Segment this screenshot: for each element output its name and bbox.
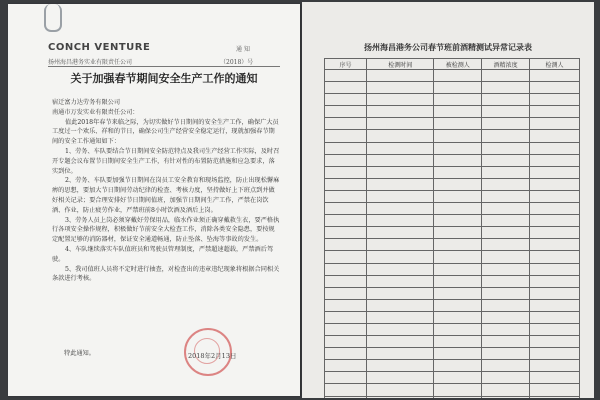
table-cell: [434, 239, 482, 251]
table-cell: [530, 70, 580, 82]
table-row: [325, 372, 580, 384]
table-cell: [530, 372, 580, 384]
table-cell: [434, 372, 482, 384]
table-cell: [325, 348, 367, 360]
table-row: [325, 178, 580, 190]
table-cell: [482, 178, 530, 190]
table-cell: [367, 311, 434, 323]
table-cell: [434, 348, 482, 360]
table-cell: [482, 311, 530, 323]
table-row: [325, 118, 580, 130]
table-cell: [482, 166, 530, 178]
table-cell: [434, 215, 482, 227]
table-cell: [367, 70, 434, 82]
table-cell: [367, 360, 434, 372]
table-cell: [434, 166, 482, 178]
table-cell: [434, 384, 482, 396]
table-cell: [530, 190, 580, 202]
table-cell: [434, 142, 482, 154]
table-cell: [482, 203, 530, 215]
addressee: 宿迁富力达劳务有限公司: [52, 99, 121, 106]
table-cell: [530, 130, 580, 142]
table-cell: [530, 263, 580, 275]
table-cell: [482, 239, 530, 251]
table-cell: [530, 348, 580, 360]
table-cell: [325, 396, 367, 398]
header-seq: 序号: [325, 59, 367, 70]
notice-body: [52, 98, 280, 284]
table-cell: [325, 275, 367, 287]
table-cell: [367, 384, 434, 396]
header-divider: [48, 66, 280, 67]
notice-page: [8, 4, 300, 396]
table-row: [325, 287, 580, 299]
table-row: [325, 94, 580, 106]
table-cell: [367, 142, 434, 154]
table-cell: [482, 94, 530, 106]
table-cell: [325, 360, 367, 372]
table-cell: [325, 384, 367, 396]
table-cell: [482, 118, 530, 130]
table-cell: [434, 82, 482, 94]
table-cell: [325, 178, 367, 190]
table-cell: [325, 190, 367, 202]
paragraph: 5、我司值班人员将不定时进行抽查，对检查出的违章违纪现象将根据合同相关条款进行考核。: [52, 265, 280, 283]
paragraph: 1、劳务、车队要结合节日期间安全防范特点及我司生产经营工作实际，及时召开专题会议布置节日期间安全生产工作，有针对性的布置防范措施和应急要求，落实到位。: [52, 147, 280, 175]
table-cell: [367, 118, 434, 130]
table-cell: [367, 275, 434, 287]
table-cell: [367, 348, 434, 360]
table-cell: [434, 203, 482, 215]
table-cell: [482, 106, 530, 118]
table-cell: [325, 106, 367, 118]
table-row: [325, 323, 580, 335]
table-cell: [482, 154, 530, 166]
table-cell: [434, 275, 482, 287]
form-title: 扬州海昌港务公司春节班前酒精测试异常记录表: [364, 42, 532, 52]
table-cell: [325, 94, 367, 106]
table-header-row: [325, 59, 580, 70]
table-cell: [530, 287, 580, 299]
table-row: [325, 130, 580, 142]
table-cell: [367, 336, 434, 348]
table-cell: [367, 396, 434, 398]
paper-clip-icon: [44, 4, 62, 32]
table-cell: [434, 311, 482, 323]
table-cell: [482, 142, 530, 154]
table-cell: [482, 251, 530, 263]
table-cell: [367, 94, 434, 106]
table-cell: [325, 70, 367, 82]
table-cell: [325, 251, 367, 263]
table-cell: [482, 263, 530, 275]
table-cell: [325, 166, 367, 178]
table-cell: [530, 336, 580, 348]
table-cell: [530, 251, 580, 263]
record-form-page: [302, 2, 594, 398]
paragraph: 4、车队继续落实车队值班员和驾驶员管理制度，严禁超速超载，严禁酒后驾驶。: [52, 245, 274, 263]
table-cell: [482, 190, 530, 202]
table-cell: [530, 227, 580, 239]
table-cell: [367, 106, 434, 118]
table-cell: [434, 227, 482, 239]
table-row: [325, 396, 580, 398]
table-cell: [434, 396, 482, 398]
table-cell: [482, 287, 530, 299]
record-table: [324, 58, 580, 398]
table-cell: [434, 130, 482, 142]
table-row: [325, 275, 580, 287]
table-row: [325, 227, 580, 239]
table-cell: [325, 372, 367, 384]
table-cell: [482, 275, 530, 287]
table-cell: [482, 130, 530, 142]
table-row: [325, 106, 580, 118]
table-cell: [367, 178, 434, 190]
table-cell: [367, 227, 434, 239]
table-cell: [530, 396, 580, 398]
closing-line: 特此通知。: [64, 350, 95, 357]
table-cell: [367, 154, 434, 166]
table-row: [325, 251, 580, 263]
table-cell: [434, 106, 482, 118]
table-row: [325, 154, 580, 166]
table-cell: [434, 336, 482, 348]
table-cell: [367, 251, 434, 263]
table-cell: [367, 287, 434, 299]
table-cell: [367, 323, 434, 335]
table-cell: [482, 336, 530, 348]
table-cell: [325, 323, 367, 335]
table-cell: [530, 106, 580, 118]
table-cell: [530, 166, 580, 178]
table-cell: [530, 203, 580, 215]
table-cell: [367, 372, 434, 384]
table-cell: [325, 287, 367, 299]
table-cell: [367, 190, 434, 202]
table-cell: [530, 142, 580, 154]
table-cell: [325, 142, 367, 154]
table-cell: [325, 82, 367, 94]
table-cell: [530, 82, 580, 94]
table-row: [325, 203, 580, 215]
table-cell: [530, 239, 580, 251]
table-cell: [367, 263, 434, 275]
table-row: [325, 263, 580, 275]
table-cell: [367, 203, 434, 215]
table-cell: [367, 299, 434, 311]
table-cell: [530, 299, 580, 311]
table-cell: [325, 227, 367, 239]
table-cell: [530, 94, 580, 106]
table-cell: [367, 239, 434, 251]
table-cell: [434, 360, 482, 372]
table-row: [325, 70, 580, 82]
table-row: [325, 299, 580, 311]
table-cell: [482, 227, 530, 239]
table-cell: [530, 311, 580, 323]
table-cell: [530, 275, 580, 287]
paragraph: 2、劳务、车队要加强节日期间在岗员工安全教育和现场监控，防止出现松懈麻痹的思想，要加大节日期间劳动纪律的检查、考核力度，坚持做好上下班点到并做好相关记录；要合理安排好节日期间值班，加强节日期间生产工作，严禁在岗饮酒、作业，防止疲劳作业，严禁班前8小时饮酒及酒后上岗。: [52, 177, 280, 214]
document-number: （2018）号: [220, 59, 254, 66]
table-cell: [367, 130, 434, 142]
table-cell: [325, 154, 367, 166]
table-row: [325, 311, 580, 323]
table-cell: [367, 82, 434, 94]
table-cell: [482, 82, 530, 94]
table-cell: [434, 94, 482, 106]
header-time: 检测时间: [367, 59, 434, 70]
table-cell: [530, 360, 580, 372]
table-cell: [482, 384, 530, 396]
table-body: [325, 70, 580, 399]
table-row: [325, 166, 580, 178]
table-cell: [482, 323, 530, 335]
table-cell: [530, 215, 580, 227]
table-cell: [325, 130, 367, 142]
table-row: [325, 215, 580, 227]
table-cell: [434, 118, 482, 130]
header-tester: 检测人: [530, 59, 580, 70]
table-cell: [482, 396, 530, 398]
table-cell: [482, 372, 530, 384]
table-row: [325, 348, 580, 360]
table-row: [325, 82, 580, 94]
table-row: [325, 336, 580, 348]
notice-title: 关于加强春节期间安全生产工作的通知: [70, 72, 258, 85]
table-cell: [434, 323, 482, 335]
table-row: [325, 142, 580, 154]
paragraph: 值此2018年春节来临之际，为切实做好节日期间的安全生产工作，确保广大员工度过一个欢乐、祥和的节日，确保公司生产经营安全稳定运行，现就加强春节期间的安全工作通知如下：: [52, 118, 279, 146]
table-cell: [325, 118, 367, 130]
table-cell: [325, 263, 367, 275]
table-cell: [325, 336, 367, 348]
table-cell: [434, 287, 482, 299]
table-cell: [367, 215, 434, 227]
table-cell: [325, 203, 367, 215]
table-cell: [530, 154, 580, 166]
table-cell: [434, 154, 482, 166]
table-cell: [367, 166, 434, 178]
table-cell: [482, 70, 530, 82]
notice-date: 2018年2月13日: [188, 352, 237, 360]
table-cell: [434, 190, 482, 202]
addressee: 南通市万发实业有限责任公司：: [52, 108, 139, 116]
table-cell: [530, 323, 580, 335]
table-cell: [482, 348, 530, 360]
table-cell: [482, 299, 530, 311]
document-type: 通 知: [236, 46, 250, 53]
paragraph: 3、劳务人员上岗必须穿戴好劳保用品，临水作业须正确穿戴救生衣，要严格执行各项安全操作规程，积极做好节前安全大检查工作，消除各类安全隐患，要按规定配置足够的消防器材，保证安全通道畅通，防止坠落、坠海等事故的发生。: [52, 216, 280, 244]
table-cell: [434, 70, 482, 82]
table-cell: [434, 263, 482, 275]
table-cell: [530, 118, 580, 130]
table-row: [325, 384, 580, 396]
table-row: [325, 239, 580, 251]
table-cell: [325, 215, 367, 227]
table-row: [325, 360, 580, 372]
company-brand: CONCH VENTURE: [48, 42, 151, 53]
table-cell: [325, 299, 367, 311]
table-cell: [325, 311, 367, 323]
company-name: 扬州海昌港务实业有限责任公司: [48, 59, 133, 66]
table-cell: [325, 239, 367, 251]
table-cell: [482, 215, 530, 227]
header-alcohol-level: 酒精浓度: [482, 59, 530, 70]
table-cell: [434, 178, 482, 190]
table-row: [325, 190, 580, 202]
table-cell: [434, 251, 482, 263]
table-cell: [530, 384, 580, 396]
table-cell: [434, 299, 482, 311]
header-tested-person: 被检测人: [434, 59, 482, 70]
table-cell: [482, 360, 530, 372]
table-cell: [530, 178, 580, 190]
